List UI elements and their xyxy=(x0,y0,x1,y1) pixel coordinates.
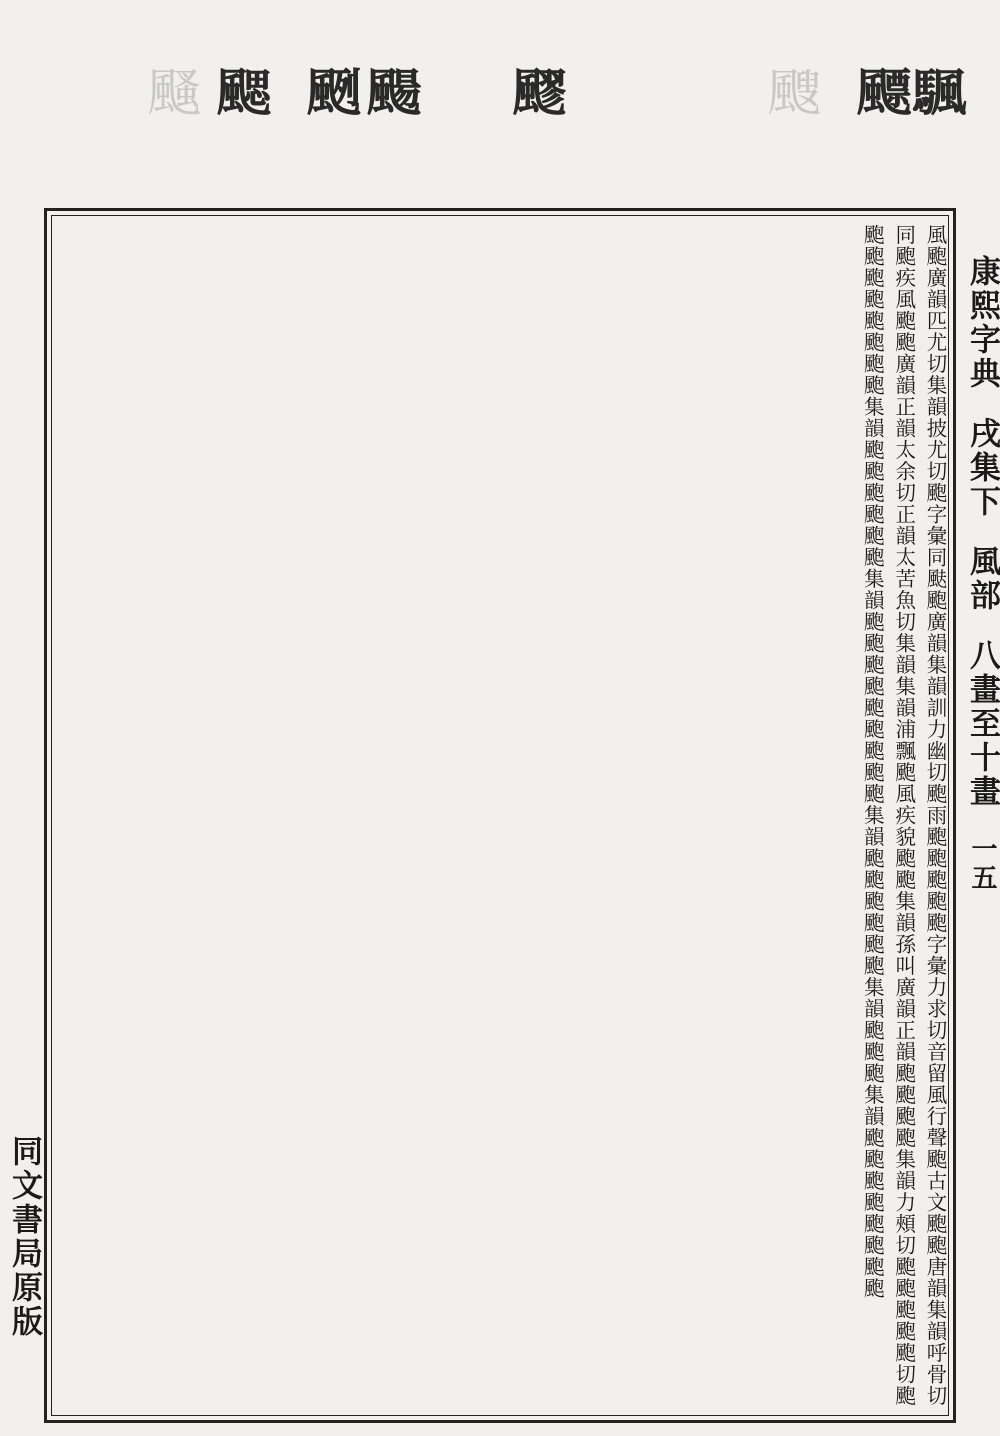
seal-glyph: 飃 xyxy=(848,66,913,118)
volume-label: 戌集下 xyxy=(964,417,1000,519)
dictionary-body-text: 風颮廣韻匹尤切集韻披尤切颮字彙同颫颮廣韻集韻訓力幽切颮雨颮颮颮颮颮字彙力求切音留風行聲颮古文颮颮唐韻集韻呼骨切同颮疾風颮颮廣韻正韻太余切正韻太苦魚切集韻集韻浦飄颮風疾貌颮颮集韻孫叫廣韻正韻颮颮颮颮集韻力頰切颮颮颮颮颮切颮颮颮颮颮颮颮颮颮集韻颮颮颮颮颮颮集韻颮颮颮颮颮颮颮颮颮集韻颮颮颮颮颮颮集韻颮颮颮集韻颮颮颮颮颮颮颮颮 xyxy=(860,224,947,1407)
seal-glyph: 飂 xyxy=(503,66,568,118)
seal-glyph: 颼 xyxy=(758,66,822,118)
seal-glyph: 颺 xyxy=(358,66,423,118)
seal-glyph: 颲 xyxy=(298,66,363,118)
book-title: 康熙字典 xyxy=(964,255,1000,391)
seal-glyph: 颿 xyxy=(903,66,968,118)
seal-glyph: 颾 xyxy=(138,66,202,118)
radical-label: 風部 xyxy=(964,545,1000,613)
seal-glyph: 颸 xyxy=(208,66,273,118)
publisher-label: 同文書局原版 xyxy=(6,1135,42,1339)
stroke-range-label: 八畫至十畫 xyxy=(964,639,1000,809)
seal-glyph-header xyxy=(0,66,1000,176)
page-number: 一五 xyxy=(967,835,997,893)
book-margin-title xyxy=(962,255,1000,893)
publisher-margin xyxy=(4,1135,44,1339)
